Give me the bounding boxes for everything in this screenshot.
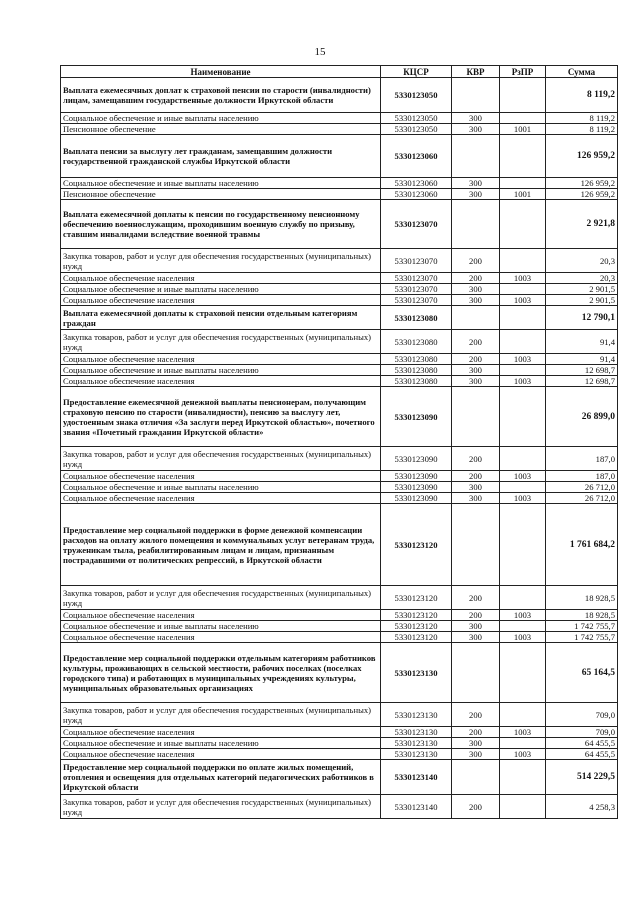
cell-name: Предоставление мер социальной поддержки в форме денежной компенсации расходов на оплату жилого помещения и коммунальных услуг ветеранам труда, труженикам тыла, реабилитированным лицам и лицам, признанным пострадавшими от политических репрессий, в Иркутской области — [61, 504, 381, 586]
cell-sum: 126 959,2 — [546, 189, 618, 200]
cell-sum: 8 119,2 — [546, 78, 618, 113]
cell-name: Выплата ежемесячной доплаты к пенсии по государственному пенсионному обеспечению военнослужащим, проходившим военную службу по призыву, ставшим инвалидами вследствие военной травмы — [61, 200, 381, 249]
cell-name: Закупка товаров, работ и услуг для обеспечения государственных (муниципальных) нужд — [61, 586, 381, 610]
cell-name: Закупка товаров, работ и услуг для обеспечения государственных (муниципальных) нужд — [61, 795, 381, 819]
cell-kcsr: 5330123090 — [381, 493, 452, 504]
cell-kvr: 300 — [452, 621, 500, 632]
cell-name: Пенсионное обеспечение — [61, 189, 381, 200]
cell-sum: 126 959,2 — [546, 178, 618, 189]
cell-name: Предоставление мер социальной поддержки по оплате жилых помещений, отопления и освещения для отдельных категорий педагогических работников в Иркутской области — [61, 760, 381, 795]
cell-name: Социальное обеспечение и иные выплаты населению — [61, 284, 381, 295]
cell-name: Пенсионное обеспечение — [61, 124, 381, 135]
cell-kvr: 200 — [452, 249, 500, 273]
cell-kcsr: 5330123140 — [381, 795, 452, 819]
cell-kcsr: 5330123050 — [381, 124, 452, 135]
table-row — [61, 504, 618, 586]
cell-kvr: 300 — [452, 749, 500, 760]
cell-rzpr: 1003 — [500, 727, 546, 738]
cell-kcsr: 5330123140 — [381, 760, 452, 795]
cell-sum: 8 119,2 — [546, 113, 618, 124]
cell-kcsr: 5330123050 — [381, 78, 452, 113]
cell-kcsr: 5330123070 — [381, 284, 452, 295]
cell-kvr: 200 — [452, 727, 500, 738]
cell-sum: 91,4 — [546, 330, 618, 354]
cell-rzpr — [500, 760, 546, 795]
cell-sum: 709,0 — [546, 727, 618, 738]
cell-rzpr — [500, 249, 546, 273]
cell-rzpr — [500, 738, 546, 749]
cell-rzpr: 1003 — [500, 493, 546, 504]
cell-kvr: 300 — [452, 178, 500, 189]
cell-rzpr — [500, 387, 546, 447]
cell-rzpr — [500, 586, 546, 610]
cell-name: Социальное обеспечение населения — [61, 273, 381, 284]
cell-sum: 709,0 — [546, 703, 618, 727]
cell-kvr — [452, 387, 500, 447]
header-name: Наименование — [61, 66, 381, 78]
cell-rzpr — [500, 78, 546, 113]
cell-name: Социальное обеспечение населения — [61, 295, 381, 306]
cell-name: Социальное обеспечение населения — [61, 354, 381, 365]
cell-name: Выплата ежемесячных доплат к страховой пенсии по старости (инвалидности) лицам, замещавшим государственные должности Иркутской области — [61, 78, 381, 113]
cell-kcsr: 5330123070 — [381, 200, 452, 249]
cell-sum: 514 229,5 — [546, 760, 618, 795]
table-row — [61, 249, 618, 273]
table-row — [61, 284, 618, 295]
cell-kvr: 300 — [452, 284, 500, 295]
cell-sum: 26 712,0 — [546, 493, 618, 504]
cell-rzpr: 1003 — [500, 749, 546, 760]
cell-kcsr: 5330123060 — [381, 189, 452, 200]
cell-sum: 126 959,2 — [546, 135, 618, 178]
cell-rzpr: 1003 — [500, 295, 546, 306]
cell-sum: 2 901,5 — [546, 284, 618, 295]
header-sum: Сумма — [546, 66, 618, 78]
cell-kvr: 300 — [452, 124, 500, 135]
cell-rzpr: 1003 — [500, 610, 546, 621]
table-row — [61, 738, 618, 749]
cell-kvr: 300 — [452, 376, 500, 387]
cell-rzpr — [500, 306, 546, 330]
table-row — [61, 295, 618, 306]
table-row — [61, 749, 618, 760]
cell-name: Социальное обеспечение и иные выплаты населению — [61, 482, 381, 493]
cell-kcsr: 5330123060 — [381, 178, 452, 189]
cell-name: Социальное обеспечение и иные выплаты населению — [61, 113, 381, 124]
table-row — [61, 124, 618, 135]
cell-rzpr — [500, 447, 546, 471]
cell-kvr: 300 — [452, 482, 500, 493]
cell-name: Социальное обеспечение населения — [61, 727, 381, 738]
cell-sum: 12 790,1 — [546, 306, 618, 330]
cell-sum: 12 698,7 — [546, 365, 618, 376]
cell-kvr: 200 — [452, 586, 500, 610]
cell-rzpr — [500, 135, 546, 178]
cell-kvr: 300 — [452, 113, 500, 124]
header-kvr: КВР — [452, 66, 500, 78]
table-row — [61, 387, 618, 447]
cell-kcsr: 5330123120 — [381, 610, 452, 621]
cell-sum: 26 712,0 — [546, 482, 618, 493]
cell-kvr: 200 — [452, 703, 500, 727]
table-row — [61, 795, 618, 819]
cell-name: Предоставление мер социальной поддержки отдельным категориям работников культуры, проживающих в сельской местности, рабочих поселках (поселках городского типа) и работающих в муниципальных учреждениях культуры, муниципальных образовательных организациях — [61, 643, 381, 703]
cell-kvr: 300 — [452, 189, 500, 200]
cell-rzpr — [500, 284, 546, 295]
cell-sum: 1 742 755,7 — [546, 632, 618, 643]
cell-name: Закупка товаров, работ и услуг для обеспечения государственных (муниципальных) нужд — [61, 249, 381, 273]
cell-sum: 2 921,8 — [546, 200, 618, 249]
cell-kvr: 300 — [452, 632, 500, 643]
cell-kcsr: 5330123080 — [381, 306, 452, 330]
cell-sum: 20,3 — [546, 273, 618, 284]
cell-kcsr: 5330123070 — [381, 273, 452, 284]
cell-rzpr — [500, 795, 546, 819]
cell-sum: 1 761 684,2 — [546, 504, 618, 586]
cell-name: Социальное обеспечение населения — [61, 471, 381, 482]
cell-kcsr: 5330123090 — [381, 482, 452, 493]
table-row — [61, 365, 618, 376]
cell-name: Выплата ежемесячной доплаты к страховой пенсии отдельным категориям граждан — [61, 306, 381, 330]
cell-kvr — [452, 504, 500, 586]
header-rzpr: РзПР — [500, 66, 546, 78]
cell-name: Социальное обеспечение населения — [61, 610, 381, 621]
cell-sum: 18 928,5 — [546, 586, 618, 610]
cell-sum: 64 455,5 — [546, 738, 618, 749]
cell-sum: 4 258,3 — [546, 795, 618, 819]
table-row — [61, 178, 618, 189]
table-row — [61, 471, 618, 482]
cell-kvr: 300 — [452, 493, 500, 504]
cell-name: Социальное обеспечение и иные выплаты населению — [61, 621, 381, 632]
table-row — [61, 493, 618, 504]
cell-rzpr — [500, 703, 546, 727]
cell-kcsr: 5330123090 — [381, 471, 452, 482]
table-row — [61, 306, 618, 330]
table-row — [61, 610, 618, 621]
cell-kcsr: 5330123080 — [381, 330, 452, 354]
table-header-row — [61, 66, 618, 78]
cell-kvr — [452, 135, 500, 178]
cell-name: Социальное обеспечение населения — [61, 749, 381, 760]
cell-kvr: 200 — [452, 447, 500, 471]
cell-sum: 26 899,0 — [546, 387, 618, 447]
cell-sum: 18 928,5 — [546, 610, 618, 621]
cell-kcsr: 5330123120 — [381, 621, 452, 632]
table-row — [61, 586, 618, 610]
cell-kvr: 300 — [452, 738, 500, 749]
cell-kvr: 200 — [452, 795, 500, 819]
cell-name: Закупка товаров, работ и услуг для обеспечения государственных (муниципальных) нужд — [61, 447, 381, 471]
table-row — [61, 273, 618, 284]
cell-kvr — [452, 306, 500, 330]
table-row — [61, 189, 618, 200]
cell-kvr: 200 — [452, 471, 500, 482]
cell-sum: 91,4 — [546, 354, 618, 365]
cell-kvr: 200 — [452, 330, 500, 354]
cell-kcsr: 5330123130 — [381, 643, 452, 703]
table-row — [61, 727, 618, 738]
cell-kcsr: 5330123070 — [381, 249, 452, 273]
cell-kcsr: 5330123080 — [381, 354, 452, 365]
cell-sum: 2 901,5 — [546, 295, 618, 306]
cell-name: Закупка товаров, работ и услуг для обеспечения государственных (муниципальных) нужд — [61, 330, 381, 354]
table-row — [61, 376, 618, 387]
cell-kcsr: 5330123050 — [381, 113, 452, 124]
cell-sum: 20,3 — [546, 249, 618, 273]
cell-name: Закупка товаров, работ и услуг для обеспечения государственных (муниципальных) нужд — [61, 703, 381, 727]
cell-kcsr: 5330123130 — [381, 749, 452, 760]
table-row — [61, 113, 618, 124]
cell-kcsr: 5330123130 — [381, 738, 452, 749]
cell-rzpr: 1003 — [500, 354, 546, 365]
cell-rzpr: 1001 — [500, 189, 546, 200]
cell-rzpr: 1001 — [500, 124, 546, 135]
cell-kvr: 200 — [452, 354, 500, 365]
cell-rzpr: 1003 — [500, 632, 546, 643]
cell-rzpr: 1003 — [500, 273, 546, 284]
cell-sum: 1 742 755,7 — [546, 621, 618, 632]
cell-rzpr: 1003 — [500, 471, 546, 482]
cell-kcsr: 5330123090 — [381, 387, 452, 447]
cell-rzpr — [500, 330, 546, 354]
cell-kvr: 300 — [452, 365, 500, 376]
cell-kvr — [452, 78, 500, 113]
cell-kvr — [452, 200, 500, 249]
table-row — [61, 482, 618, 493]
cell-rzpr — [500, 113, 546, 124]
cell-name: Социальное обеспечение населения — [61, 493, 381, 504]
table-row — [61, 760, 618, 795]
cell-kcsr: 5330123060 — [381, 135, 452, 178]
cell-kvr: 200 — [452, 273, 500, 284]
cell-sum: 12 698,7 — [546, 376, 618, 387]
cell-rzpr — [500, 365, 546, 376]
table-body — [61, 78, 618, 819]
cell-rzpr — [500, 504, 546, 586]
cell-name: Социальное обеспечение и иные выплаты населению — [61, 738, 381, 749]
table-row — [61, 632, 618, 643]
cell-name: Социальное обеспечение и иные выплаты населению — [61, 365, 381, 376]
cell-kvr: 200 — [452, 610, 500, 621]
cell-rzpr — [500, 643, 546, 703]
cell-rzpr — [500, 178, 546, 189]
cell-kcsr: 5330123120 — [381, 504, 452, 586]
cell-sum: 187,0 — [546, 471, 618, 482]
cell-kvr: 300 — [452, 295, 500, 306]
header-kcsr: КЦСР — [381, 66, 452, 78]
budget-table — [60, 65, 618, 819]
cell-kcsr: 5330123080 — [381, 365, 452, 376]
cell-rzpr — [500, 482, 546, 493]
cell-kcsr: 5330123130 — [381, 703, 452, 727]
cell-kcsr: 5330123120 — [381, 586, 452, 610]
cell-sum: 64 455,5 — [546, 749, 618, 760]
cell-sum: 187,0 — [546, 447, 618, 471]
cell-kvr — [452, 760, 500, 795]
table-row — [61, 330, 618, 354]
cell-kcsr: 5330123080 — [381, 376, 452, 387]
table-row — [61, 200, 618, 249]
cell-name: Социальное обеспечение населения — [61, 376, 381, 387]
cell-rzpr — [500, 200, 546, 249]
cell-kcsr: 5330123130 — [381, 727, 452, 738]
page-number: 15 — [314, 46, 326, 58]
table-row — [61, 354, 618, 365]
cell-kcsr: 5330123070 — [381, 295, 452, 306]
cell-name: Выплата пенсии за выслугу лет гражданам, замещавшим должности государственной гражданской службы Иркутской области — [61, 135, 381, 178]
cell-sum: 65 164,5 — [546, 643, 618, 703]
cell-rzpr: 1003 — [500, 376, 546, 387]
table-row — [61, 621, 618, 632]
table-row — [61, 643, 618, 703]
cell-name: Социальное обеспечение и иные выплаты населению — [61, 178, 381, 189]
table-row — [61, 447, 618, 471]
table-row — [61, 135, 618, 178]
cell-rzpr — [500, 621, 546, 632]
cell-sum: 8 119,2 — [546, 124, 618, 135]
table-row — [61, 78, 618, 113]
cell-name: Социальное обеспечение населения — [61, 632, 381, 643]
cell-kcsr: 5330123120 — [381, 632, 452, 643]
cell-name: Предоставление ежемесячной денежной выплаты пенсионерам, получающим страховую пенсию по старости (инвалидности), пенсию за выслугу лет, удостоенным знака отличия «За заслуги перед Иркутской областью», почетного звания «Почетный гражданин Иркутской области» — [61, 387, 381, 447]
cell-kvr — [452, 643, 500, 703]
cell-kcsr: 5330123090 — [381, 447, 452, 471]
table-row — [61, 703, 618, 727]
